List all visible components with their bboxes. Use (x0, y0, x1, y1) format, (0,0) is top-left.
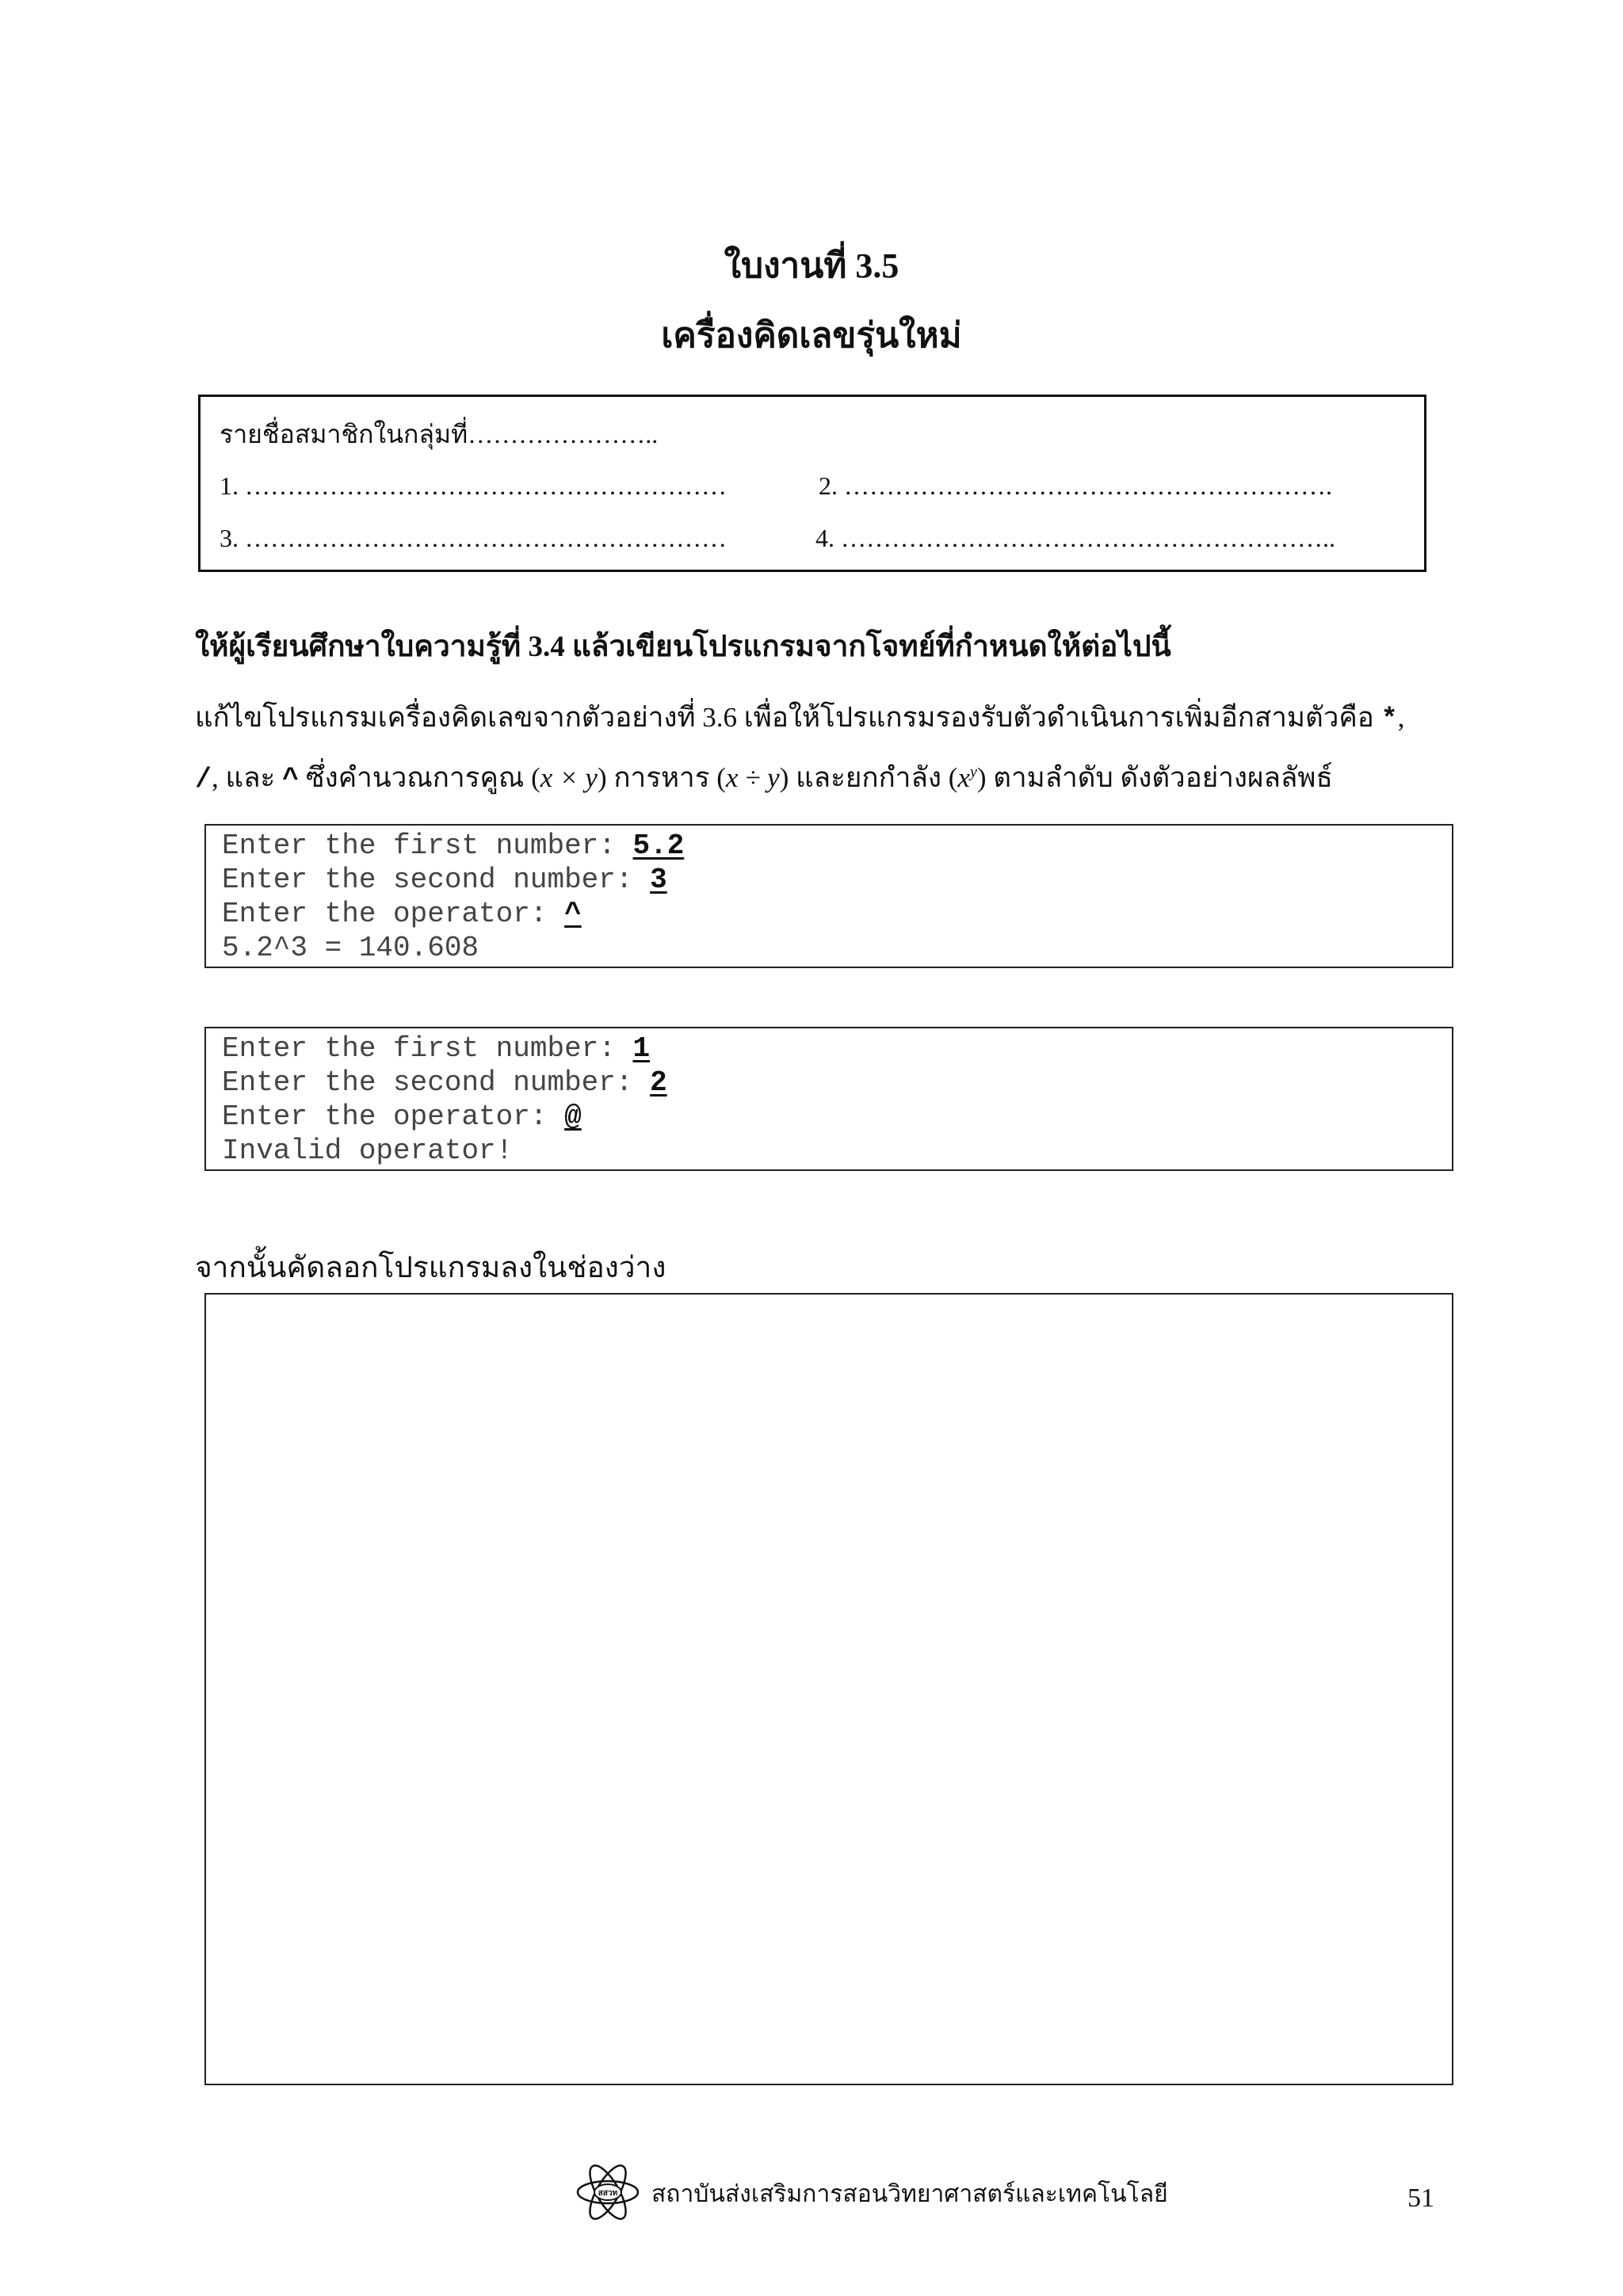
user-input: 2 (650, 1066, 667, 1099)
member-line-4: 4. ………………………………………………….. (815, 524, 1335, 552)
calc-text: ซึ่งคำนวณการคูณ ( (299, 762, 540, 793)
power-exponent: y (969, 763, 977, 781)
user-input: 1 (632, 1032, 651, 1065)
member-list-heading: รายชื่อสมาชิกในกลุ่มที่………………….. (220, 420, 659, 448)
console-line (222, 863, 667, 897)
member-line-1: 1. ………………………………………………… (220, 471, 727, 500)
power-base: x (957, 762, 970, 793)
and-text: , และ (212, 762, 283, 793)
worksheet-subtitle: เครื่องคิดเลขรุ่นใหม่ (661, 316, 962, 355)
answer-box[interactable] (204, 1293, 1453, 2085)
prompt-text: Enter the first number: (222, 1032, 633, 1065)
power-operator: ^ (282, 764, 300, 795)
end-text: ) ตามลำดับ ดังตัวอย่างผลลัพธ์ (976, 762, 1333, 793)
user-input: 5.2 (632, 830, 685, 862)
description-line-2 (195, 756, 1333, 799)
divide-operator: / (195, 764, 212, 795)
description-text: แก้ไขโปรแกรมเครื่องคิดเลขจากตัวอย่างที่ 3.6 เพื่อให้โปรแกรมรองรับตัวดำเนินการเพิ่มอีกสามตัวคือ (195, 702, 1381, 733)
user-input: ^ (564, 898, 582, 930)
description-line-1 (195, 696, 1404, 739)
divide-expression: x ÷ y (725, 762, 780, 793)
example-output-1 (204, 824, 1453, 968)
page-number: 51 (1407, 2183, 1434, 2213)
multiply-expression: x × y (540, 762, 598, 793)
institute-name: สถาบันส่งเสริมการสอนวิทยาศาสตร์และเทคโนโลยี (651, 2181, 1168, 2207)
power-text: ) และยกกำลัง ( (779, 762, 958, 793)
member-line-2: 2. …………………………………………………. (819, 471, 1332, 500)
user-input: @ (564, 1100, 582, 1133)
ipst-logo-icon (575, 2160, 640, 2225)
divide-text: ) การหาร ( (597, 762, 726, 793)
copy-instruction: จากนั้นคัดลอกโปรแกรมลงในช่องว่าง (195, 1252, 666, 1284)
example-output-2 (204, 1027, 1453, 1171)
prompt-text: Enter the operator: (222, 1100, 565, 1133)
prompt-text: Enter the operator: (222, 898, 565, 930)
console-line (222, 897, 582, 931)
worksheet-title: ใบงานที่ 3.5 (724, 246, 899, 285)
console-line (222, 1100, 582, 1134)
punctuation: , (1397, 702, 1405, 733)
console-line (222, 1032, 650, 1066)
console-output: 5.2^3 = 140.608 (222, 932, 479, 964)
prompt-text: Enter the second number: (222, 864, 651, 896)
prompt-text: Enter the first number: (222, 830, 633, 862)
member-line-3: 3. ………………………………………………… (220, 524, 727, 552)
member-list-box (198, 395, 1426, 572)
prompt-text: Enter the second number: (222, 1066, 651, 1099)
user-input: 3 (650, 864, 667, 896)
console-line (222, 829, 684, 863)
console-output: Invalid operator! (222, 1135, 514, 1167)
console-line (222, 1066, 667, 1100)
instruction-text: ให้ผู้เรียนศึกษาใบความรู้ที่ 3.4 แล้วเขียนโปรแกรมจากโจทย์ที่กำหนดให้ต่อไปนี้ (195, 631, 1171, 663)
multiply-operator: * (1381, 704, 1398, 735)
logo-text: สสวท (598, 2189, 618, 2198)
